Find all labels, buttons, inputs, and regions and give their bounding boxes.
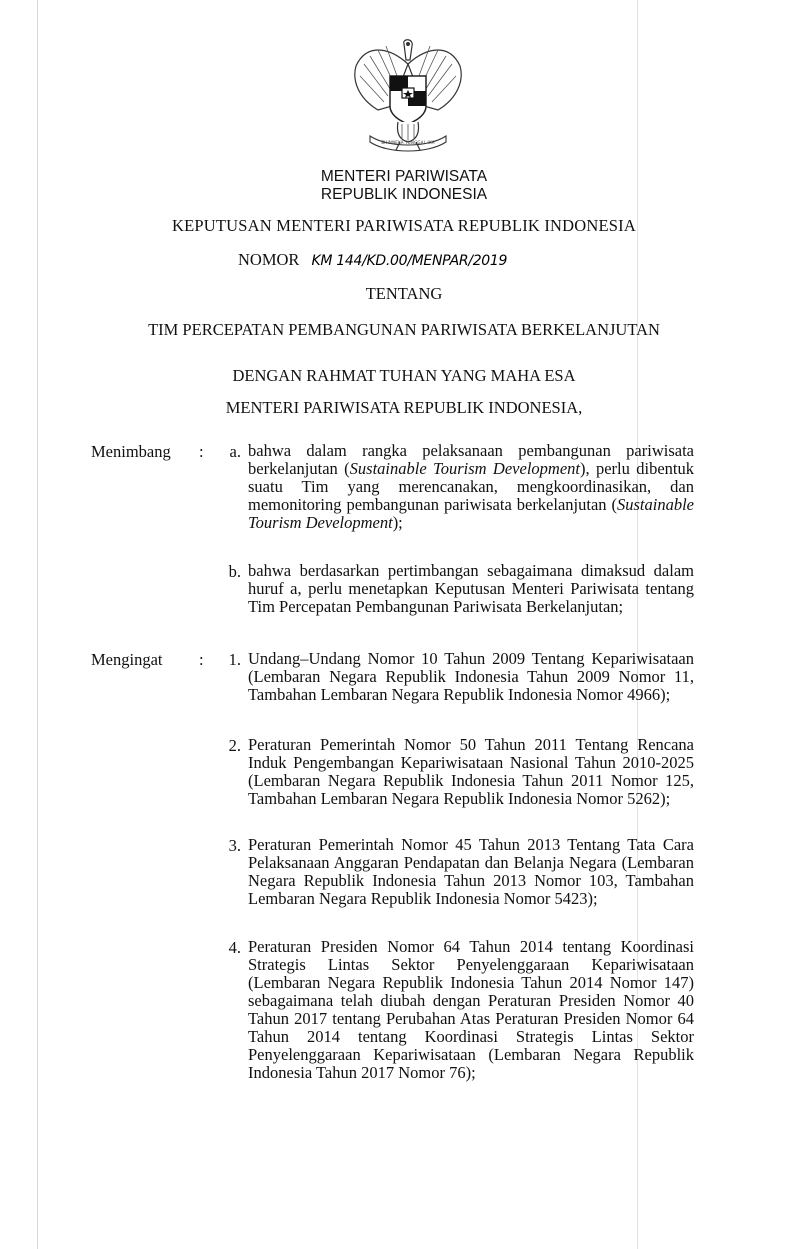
number-label: NOMOR xyxy=(238,250,300,269)
mengingat-colon: : xyxy=(199,650,204,669)
item-mark: 2. xyxy=(228,736,241,755)
menimbang-label: Menimbang xyxy=(91,442,171,461)
emblem-motto: BHINNEKA TUNGGAL IKA xyxy=(381,140,435,145)
mengingat-label: Mengingat xyxy=(91,650,163,669)
minister-line2: REPUBLIK INDONESIA xyxy=(320,186,488,203)
item-mark: a. xyxy=(229,442,241,461)
decree-number xyxy=(238,250,507,270)
item-text: Peraturan Pemerintah Nomor 50 Tahun 2011 Tentang Rencana Induk Pengembangan Kepariwisataan Nasional Tahun 2010-2025 (Lembaran Negara Republik Indonesia Tahun 2011 Nomor 125, Tambahan Lembaran Negara Republik Indonesia Nomor 5262); xyxy=(248,735,694,808)
italic-term: Sustainable Tourism Development xyxy=(248,495,694,532)
item-text: bahwa dalam rangka pelaksanaan pembangunan pariwisata berkelanjutan (Sustainable Tourism Development), perlu dibentuk suatu Tim yang merencanakan, mengkoordinasikan, dan memonitoring pembangunan pariwisata berkelanjutan (Sustainable Tourism Development); xyxy=(248,441,695,532)
blessing-line: DENGAN RAHMAT TUHAN YANG MAHA ESA xyxy=(232,366,576,385)
issuer-line: MENTERI PARIWISATA REPUBLIK INDONESIA, xyxy=(225,398,583,417)
item-mark: 4. xyxy=(228,938,241,957)
decree-title: KEPUTUSAN MENTERI PARIWISATA REPUBLIK INDONESIA xyxy=(172,216,636,235)
number-value: KM 144/KD.00/MENPAR/2019 xyxy=(311,253,508,269)
menimbang-section xyxy=(91,442,695,642)
item-mark: 3. xyxy=(228,836,241,855)
minister-line1: MENTERI PARIWISATA xyxy=(320,168,488,185)
mengingat-section xyxy=(91,650,695,1110)
item-text: bahwa berdasarkan pertimbangan sebagaimana dimaksud dalam huruf a, perlu menetapkan Keputusan Menteri Pariwisata tentang Tim Percepatan Pembangunan Pariwisata Berkelanjutan; xyxy=(248,561,694,616)
menimbang-colon: : xyxy=(199,442,204,461)
item-text: Peraturan Presiden Nomor 64 Tahun 2014 tentang Koordinasi Strategis Lintas Sektor Penyelenggaraan Kepariwisataan (Lembaran Negara Republik Indonesia Tahun 2014 Nomor 147) sebagaimana telah diubah dengan Peraturan Presiden Nomor 40 Tahun 2017 tentang Perubahan Atas Peraturan Presiden Nomor 64 Tahun 2014 tentang Koordinasi Strategis Lintas Sektor Penyelenggaraan Kepariwisataan (Lembaran Negara Republik Indonesia Tahun 2017 Nomor 76); xyxy=(248,937,694,1082)
item-mark: b. xyxy=(228,562,241,581)
item-text: Peraturan Pemerintah Nomor 45 Tahun 2013 Tentang Tata Cara Pelaksanaan Anggaran Pendapatan dan Belanja Negara (Lembaran Negara Republik Indonesia Tahun 2013 Nomor 103, Tambahan Lembaran Negara Republik Indonesia Nomor 5423); xyxy=(248,835,694,908)
about-heading: TENTANG xyxy=(365,284,443,303)
item-text: Undang–Undang Nomor 10 Tahun 2009 Tentang Kepariwisataan (Lembaran Negara Republik Indonesia Tahun 2009 Nomor 11, Tambahan Lembaran Negara Republik Indonesia Nomor 4966); xyxy=(248,649,694,704)
item-mark: 1. xyxy=(228,650,241,669)
decree-subject: TIM PERCEPATAN PEMBANGUNAN PARIWISATA BERKELANJUTAN xyxy=(148,320,660,339)
italic-term: Sustainable Tourism Development xyxy=(349,459,580,478)
